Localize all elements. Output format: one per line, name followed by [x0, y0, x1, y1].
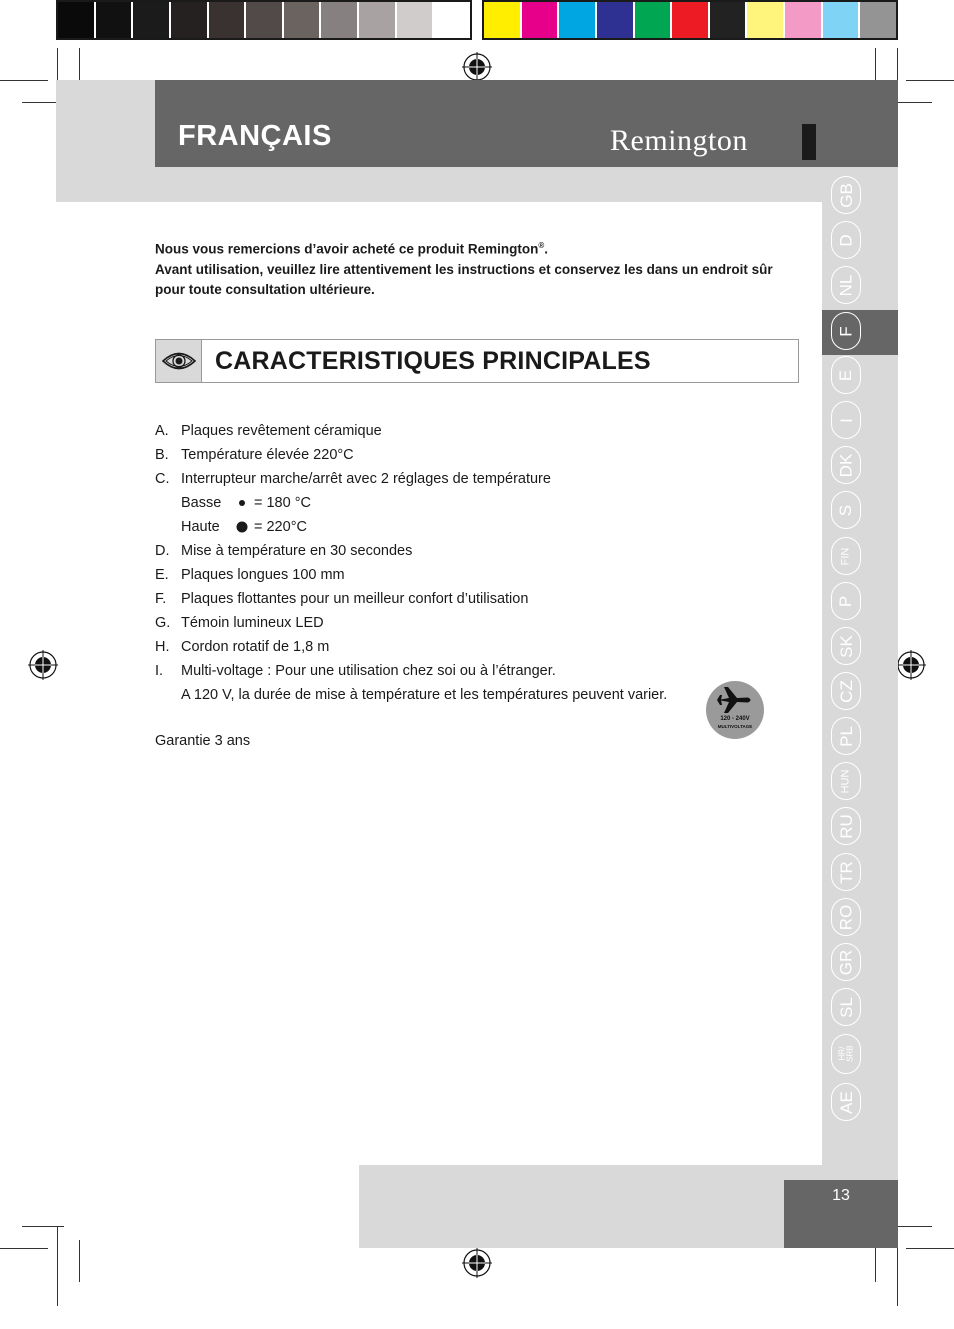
list-item: [155, 419, 775, 443]
intro-text: [155, 236, 795, 300]
colour-swatch: [319, 2, 357, 38]
language-tab-fin[interactable]: [831, 537, 861, 575]
language-tab-p[interactable]: [831, 582, 861, 620]
language-tab-i[interactable]: [831, 401, 861, 439]
language-tab-label: PL: [836, 725, 856, 747]
language-tab-ae[interactable]: [831, 1083, 861, 1121]
language-tab-label: I: [836, 417, 856, 423]
colour-swatch: [432, 2, 470, 38]
list-item: [155, 659, 775, 683]
item-letter: I.: [155, 663, 164, 679]
page-number: 13: [832, 1187, 850, 1204]
section-header: [155, 339, 799, 383]
registered-mark: ®: [538, 241, 545, 250]
colour-swatch: [131, 2, 169, 38]
section-title: CARACTERISTIQUES PRINCIPALES: [215, 347, 651, 375]
item-letter: H.: [155, 639, 170, 655]
language-tab-label: GR: [836, 949, 856, 975]
colour-swatch: [821, 2, 859, 38]
language-tab-label: HR/ SRB: [837, 1045, 854, 1063]
setting-label: Basse: [181, 495, 222, 511]
item-letter: G.: [155, 615, 171, 631]
airplane-icon: [715, 685, 755, 715]
features-list: [155, 419, 775, 707]
colour-swatch: [207, 2, 245, 38]
language-tab-label: S: [836, 504, 856, 516]
small-dot-icon: [239, 500, 245, 506]
colour-swatch: [557, 2, 595, 38]
language-tab-label: E: [836, 369, 856, 381]
multivoltage-note-row: [155, 683, 775, 707]
colour-swatch: [783, 2, 821, 38]
language-tab-s[interactable]: [831, 491, 861, 529]
language-tab-label: D: [836, 233, 856, 247]
item-text: Témoin lumineux LED: [181, 615, 324, 631]
item-letter: A.: [155, 423, 169, 439]
list-item: [155, 563, 775, 587]
item-text: Plaques longues 100 mm: [181, 567, 345, 583]
language-tab-label: F: [836, 325, 856, 337]
registration-mark-icon: [462, 1248, 492, 1278]
item-letter: C.: [155, 471, 170, 487]
language-tab-label: SL: [836, 996, 856, 1018]
crop-mark: [79, 1240, 80, 1282]
crop-mark: [0, 1248, 48, 1249]
language-tab-label: P: [836, 595, 856, 607]
language-tab-dk[interactable]: [831, 446, 861, 484]
colour-swatch: [244, 2, 282, 38]
language-tab-gr[interactable]: [831, 943, 861, 981]
colour-swatch: [484, 2, 520, 38]
item-letter: B.: [155, 447, 169, 463]
brand-name: Remington: [610, 124, 748, 157]
item-text: Température élevée 220°C: [181, 447, 354, 463]
language-tab-label: FIN: [839, 547, 852, 565]
language-tab-ru[interactable]: [831, 807, 861, 845]
language-tab-nl[interactable]: [831, 266, 861, 304]
setting-value: = 220°C: [254, 519, 307, 535]
language-tab-label: DK: [836, 453, 856, 477]
language-tab-hun[interactable]: [831, 762, 861, 800]
language-tab-label: AE: [836, 1090, 856, 1114]
brand-bar: [802, 124, 816, 160]
colour-swatch: [633, 2, 671, 38]
colour-swatch: [94, 2, 132, 38]
list-item: [155, 539, 775, 563]
language-tab-sl[interactable]: [831, 988, 861, 1026]
language-tab-d[interactable]: [831, 221, 861, 259]
language-tab-label: RO: [836, 904, 856, 930]
setting-label: Haute: [181, 519, 220, 535]
intro-line-2: Avant utilisation, veuillez lire attentivement les instructions et conservez les dans un endroit sûr pour toute consultation ultérieure.: [155, 261, 773, 297]
colour-swatch: [395, 2, 433, 38]
crop-mark: [57, 1226, 58, 1306]
language-tab-e[interactable]: [831, 356, 861, 394]
list-item: [155, 443, 775, 467]
item-text: Cordon rotatif de 1,8 m: [181, 639, 330, 655]
brand-logo: [610, 124, 748, 158]
language-tab-label: HUN: [839, 769, 852, 793]
process-colour-bar: [482, 0, 898, 40]
language-tab-label: CZ: [836, 679, 856, 703]
language-tab-sk[interactable]: [831, 627, 861, 665]
multivoltage-badge: [706, 681, 764, 739]
language-tab-label: NL: [836, 274, 856, 296]
large-dot-icon: [237, 522, 248, 533]
colour-swatch: [708, 2, 746, 38]
list-item: [155, 587, 775, 611]
intro-line-1-end: .: [544, 241, 549, 257]
colour-swatch: [169, 2, 207, 38]
list-item: [155, 467, 775, 491]
language-tab-gb[interactable]: [831, 176, 861, 214]
colour-swatch: [595, 2, 633, 38]
list-item: [155, 635, 775, 659]
item-text: Multi-voltage : Pour une utilisation chez soi ou à l’étranger.: [181, 663, 556, 679]
colour-swatch: [58, 2, 94, 38]
section-icon-box: [156, 340, 202, 382]
language-tab-label: TR: [836, 860, 856, 884]
crop-mark: [0, 80, 48, 81]
item-text: Plaques revêtement céramique: [181, 423, 382, 439]
crop-mark: [906, 80, 954, 81]
language-tab-cz[interactable]: [831, 672, 861, 710]
colour-swatch: [858, 2, 896, 38]
item-text: Mise à température en 30 secondes: [181, 543, 413, 559]
item-letter: F.: [155, 591, 167, 607]
temperature-setting-high: [155, 515, 775, 539]
language-tab-hrsrb[interactable]: [831, 1034, 861, 1074]
language-tab-label: SK: [836, 634, 856, 658]
colour-swatch: [282, 2, 320, 38]
registration-mark-icon: [28, 650, 58, 680]
crop-mark: [906, 1248, 954, 1249]
language-tab-tr[interactable]: [831, 853, 861, 891]
language-tab-f[interactable]: [831, 312, 861, 350]
item-letter: D.: [155, 543, 170, 559]
registration-mark-icon: [462, 52, 492, 82]
setting-value: = 180 °C: [254, 495, 311, 511]
item-letter: E.: [155, 567, 169, 583]
temperature-setting-low: [155, 491, 775, 515]
colour-swatch: [357, 2, 395, 38]
eye-icon: [162, 350, 196, 372]
language-tab-ro[interactable]: [831, 898, 861, 936]
warranty-text: Garantie 3 ans: [155, 733, 251, 749]
language-tab-pl[interactable]: [831, 717, 861, 755]
badge-label: MULTIVOLTAGE: [717, 724, 753, 729]
grayscale-colour-bar: [56, 0, 472, 40]
badge-voltage: 120 - 240V: [720, 716, 750, 722]
colour-swatch: [670, 2, 708, 38]
language-tab-label: GB: [836, 182, 856, 208]
item-text: Plaques flottantes pour un meilleur confort d’utilisation: [181, 591, 529, 607]
list-item: [155, 611, 775, 635]
item-text: Interrupteur marche/arrêt avec 2 réglages de température: [181, 471, 551, 487]
multivoltage-note: A 120 V, la durée de mise à température et les températures peuvent varier.: [181, 687, 668, 703]
page-title: FRANÇAIS: [178, 120, 332, 152]
language-tab-label: RU: [836, 813, 856, 839]
colour-swatch: [520, 2, 558, 38]
colour-swatch: [745, 2, 783, 38]
intro-line-1: Nous vous remercions d’avoir acheté ce produit Remington: [155, 241, 539, 257]
registration-mark-icon: [896, 650, 926, 680]
